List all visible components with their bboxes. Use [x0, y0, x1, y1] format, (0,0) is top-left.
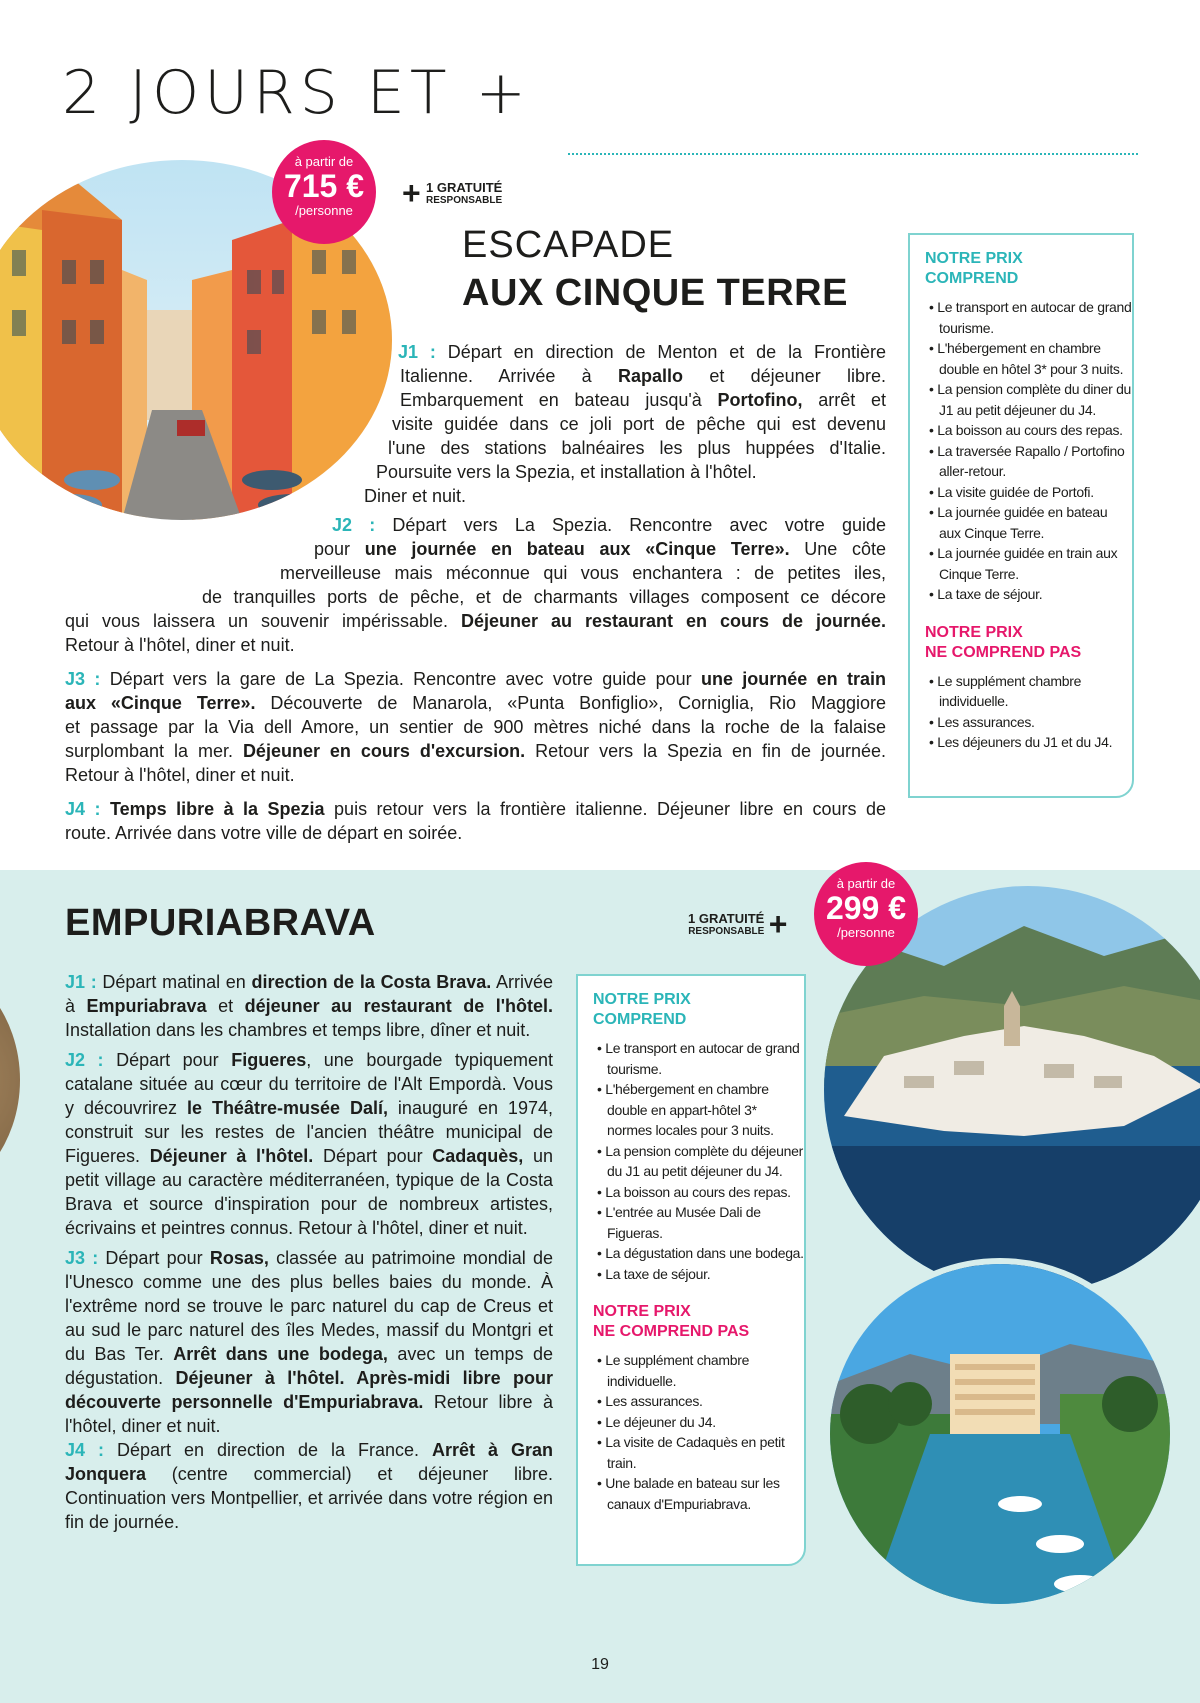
text-line: visite guidée dans ce joli port de pêche qui est devenu	[392, 414, 886, 434]
paragraph: J1 : Départ matinal en direction de la Costa Brava. Arrivée à Empuriabrava et déjeuner au restaurant de l'hôtel. Installation dans les chambres et temps libre, dîner et nuit.	[65, 972, 554, 1040]
price-unit: /personne	[837, 925, 895, 940]
text-line: pour une journée en bateau aux «Cinque Terre». Une côte	[314, 539, 887, 559]
includes-list	[925, 297, 1132, 605]
list-item: • Les assurances.	[925, 712, 1132, 733]
text-line: aux «Cinque Terre». Découverte de Manarola, «Punta Bonfiglio», Corniglia, Rio Maggiore	[65, 693, 887, 713]
includes-list	[593, 1038, 804, 1284]
list-item: • Le déjeuner du J4.	[593, 1412, 804, 1433]
text-line: J2 : Départ vers La Spezia. Rencontre avec votre guide	[332, 515, 886, 535]
price-badge	[272, 140, 376, 244]
excludes-heading: NOTRE PRIX NE COMPREND PAS	[925, 623, 1082, 661]
price-from-label: à partir de	[836, 876, 896, 891]
text-line: Italienne. Arrivée à Rapallo et déjeuner libre.	[400, 366, 887, 386]
list-item: • La traversée Rapallo / Portofino aller-retour.	[925, 441, 1132, 482]
paragraph: J4 : Départ en direction de la France. Arrêt à Gran Jonquera (centre commercial) et déjeuner libre. Continuation vers Montpellier, et arrivée dans votre région en fin de journée.	[65, 1440, 553, 1532]
list-item: • La visite guidée de Portofi.	[925, 482, 1132, 503]
list-item: • L'hébergement en chambre double en hôtel 3* pour 3 nuits.	[925, 338, 1132, 379]
excludes-heading: NOTRE PRIX NE COMPREND PAS	[593, 1303, 750, 1340]
gratuite-label	[402, 175, 503, 211]
list-item: • Une balade en bateau sur les canaux d'Empuriabrava.	[593, 1473, 804, 1514]
day-4-text	[0, 797, 886, 845]
itinerary-empuriabrava	[65, 970, 553, 1534]
trip-title: AUX CINQUE TERRE	[462, 272, 848, 314]
excludes-list	[593, 1350, 804, 1514]
list-item: • La journée guidée en train aux Cinque Terre.	[925, 543, 1132, 584]
marina-photo	[824, 1258, 1176, 1610]
list-item: • L'hébergement en chambre double en appart-hôtel 3* normes locales pour 3 nuits.	[593, 1079, 804, 1141]
list-item: • La visite de Cadaquès en petit train.	[593, 1432, 804, 1473]
list-item: • Le transport en autocar de grand tourisme.	[593, 1038, 804, 1079]
page-title: 2 JOURS ET +	[62, 58, 531, 128]
text-line: J1 : Départ en direction de Menton et de la Frontière	[398, 342, 886, 362]
price-info-box	[576, 974, 806, 1566]
text-line: route. Arrivée dans votre ville de départ en soirée.	[65, 823, 463, 843]
plus-sign: +	[768, 906, 788, 942]
price-badge	[814, 862, 918, 966]
text-line: surplombant la mer. Déjeuner en cours d'excursion. Retour vers la Spezia en fin de journée.	[65, 741, 886, 761]
list-item: • La pension complète du diner du J1 au petit déjeuner du J4.	[925, 379, 1132, 420]
price-from-label: à partir de	[294, 154, 354, 169]
list-item: • La boisson au cours des repas.	[593, 1182, 804, 1203]
plus-sign: +	[402, 175, 421, 211]
empuriabrava-text	[65, 970, 553, 1534]
list-item: • La dégustation dans une bodega.	[593, 1243, 804, 1264]
text-line: qui vous laissera un souvenir impérissable. Déjeuner au restaurant en cours de journée.	[65, 611, 886, 631]
text-line: Retour à l'hôtel, diner et nuit.	[65, 635, 295, 655]
list-item: • Le transport en autocar de grand tourisme.	[925, 297, 1132, 338]
dotted-divider	[568, 153, 1138, 155]
list-item: • Les assurances.	[593, 1391, 804, 1412]
list-item: • L'entrée au Musée Dali de Figueras.	[593, 1202, 804, 1243]
price-unit: /personne	[295, 203, 353, 218]
text-line: de tranquilles ports de pêche, et de charmants villages composent ce décore	[202, 587, 886, 607]
gratuite-line-2: RESPONSABLE	[426, 195, 503, 206]
text-line: J3 : Départ vers la gare de La Spezia. Rencontre avec votre guide pour une journée en train	[65, 669, 886, 689]
day-3-text	[0, 667, 886, 787]
paragraph: J3 : Départ pour Rosas, classée au patrimoine mondial de l'Unesco comme une des plus belles baies du monde. À l'extrême nord se trouve le parc naturel du cap de Creus et au sud le parc naturel des îles Medes, massif du Montgri et du Bas Ter. Arrêt dans une bodega, avec un temps de dégustation. Déjeuner à l'hôtel. Après-midi libre pour découverte personnelle d'Empuriabrava. Retour libre à l'hôtel, diner et nuit.	[65, 1248, 553, 1436]
text-line: Diner et nuit.	[364, 486, 467, 506]
price-info-box	[908, 233, 1134, 798]
trip-title: EMPURIABRAVA	[65, 902, 376, 944]
text-line: Retour à l'hôtel, diner et nuit.	[65, 765, 295, 785]
list-item: • Le supplément chambre individuelle.	[925, 671, 1132, 712]
excludes-list	[925, 671, 1132, 753]
day-1-text	[0, 340, 886, 508]
text-line: et passage par la Via dell Amore, un sentier de 900 mètres niché dans la roche de la falaise	[65, 717, 886, 737]
price-amount: 715 €	[283, 168, 365, 204]
day-2-text	[0, 513, 886, 657]
gratuite-label	[688, 906, 787, 943]
list-item: • Le supplément chambre individuelle.	[593, 1350, 804, 1391]
list-item: • La taxe de séjour.	[925, 584, 1132, 605]
list-item: • La taxe de séjour.	[593, 1264, 804, 1285]
paragraph: J2 : Départ pour Figueres, une bourgade typiquement catalane située au cœur du territoire de l'Alt Empordà. Vous y découvrirez le Théâtre-musée Dalí, inauguré en 1974, construit sur les restes de l'ancien théâtre municipal de Figueres. Déjeuner à l'hôtel. Départ pour Cadaquès, un petit village au caractère méditerranéen, typique de la Costa Brava et source d'inspiration pour de nombreux artistes, écrivains et peintres connus. Retour à l'hôtel, diner et nuit.	[65, 1050, 553, 1238]
list-item: • La boisson au cours des repas.	[925, 420, 1132, 441]
price-amount: 299 €	[825, 890, 907, 926]
gratuite-line-1: 1 GRATUITÉ	[688, 911, 765, 926]
gratuite-line-2: RESPONSABLE	[688, 926, 765, 937]
list-item: • Les déjeuners du J1 et du J4.	[925, 732, 1132, 753]
list-item: • La journée guidée en bateau aux Cinque Terre.	[925, 502, 1132, 543]
includes-heading: NOTRE PRIX COMPREND	[925, 250, 1023, 287]
page-number: 19	[591, 1656, 609, 1673]
text-line: Embarquement en bateau jusqu'à Portofino, arrêt et	[400, 390, 886, 410]
list-item: • La pension complète du déjeuner du J1 au petit déjeuner du J4.	[593, 1141, 804, 1182]
text-line: Poursuite vers la Spezia, et installation à l'hôtel.	[376, 462, 757, 482]
trip-subtitle: ESCAPADE	[462, 224, 675, 266]
text-line: l'une des stations balnéaires les plus huppées d'Italie.	[388, 438, 886, 458]
text-line: merveilleuse mais méconnue qui vous enchantera : de petites iles,	[280, 563, 886, 583]
gratuite-line-1: 1 GRATUITÉ	[426, 180, 503, 195]
includes-heading: NOTRE PRIX COMPREND	[593, 991, 691, 1028]
itinerary-cinque-terre	[0, 340, 886, 845]
text-line: J4 : Temps libre à la Spezia puis retour vers la frontière italienne. Déjeuner libre en cours de	[65, 799, 886, 819]
